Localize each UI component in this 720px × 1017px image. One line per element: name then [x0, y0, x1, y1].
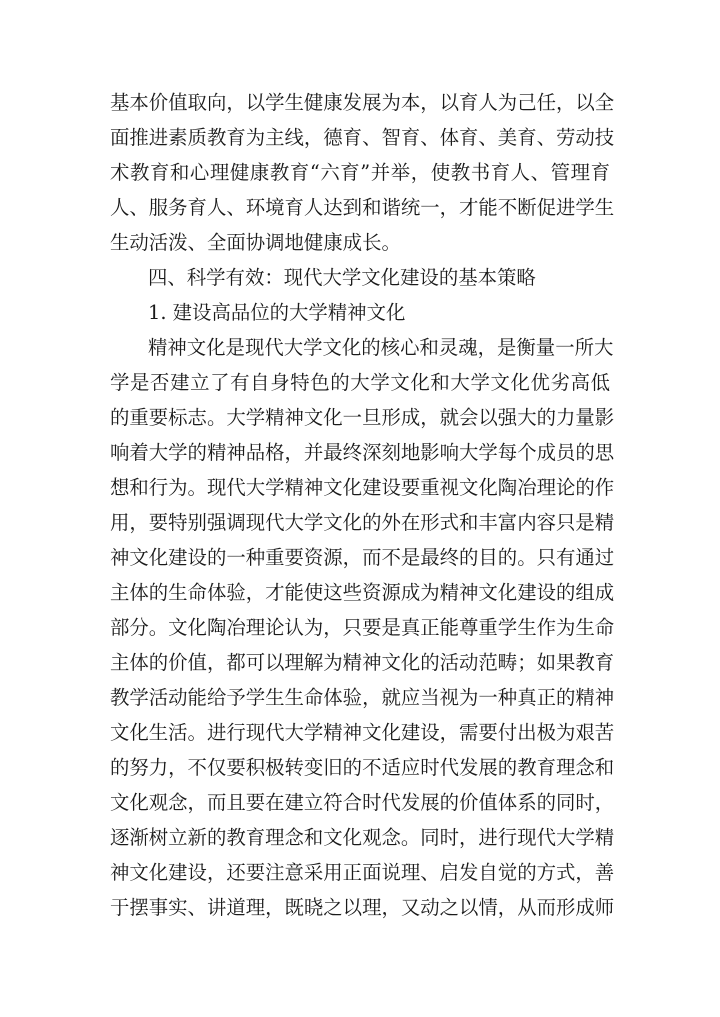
text-line: 文化观念，而且要在建立符合时代发展的价值体系的同时， [110, 791, 615, 814]
text-line: 主体的价值，都可以理解为精神文化的活动范畴；如果教育 [110, 651, 615, 674]
text-line: 术教育和心理健康教育“六育”并举，使教书育人、管理育 [110, 161, 610, 184]
text-line: 逐渐树立新的教育理念和文化观念。同时，进行现代大学精 [110, 826, 615, 849]
text-line: 教学活动能给予学生生命体验，就应当视为一种真正的精神 [110, 686, 615, 709]
text-line: 部分。文化陶冶理论认为，只要是真正能尊重学生作为生命 [110, 616, 615, 639]
text-line: 神文化建设的一种重要资源，而不是最终的目的。只有通过 [110, 546, 615, 569]
text-line: 生动活泼、全面协调地健康成长。 [110, 231, 401, 254]
text-line: 学是否建立了有自身特色的大学文化和大学文化优劣高低 [110, 371, 610, 394]
subsection-heading: 1. 建设高品位的大学精神文化 [148, 301, 406, 324]
text-line: 的努力，不仅要积极转变旧的不适应时代发展的教育理念和 [110, 756, 615, 779]
text-line: 基本价值取向，以学生健康发展为本，以育人为己任，以全 [110, 91, 615, 114]
text-line: 响着大学的精神品格，并最终深刻地影响大学每个成员的思 [110, 441, 615, 464]
text-line: 面推进素质教育为主线，德育、智育、体育、美育、劳动技 [110, 126, 615, 149]
text-line: 用，要特别强调现代大学文化的外在形式和丰富内容只是精 [110, 511, 615, 534]
text-line: 文化生活。进行现代大学精神文化建设，需要付出极为艰苦 [110, 721, 615, 744]
text-line: 想和行为。现代大学精神文化建设要重视文化陶冶理论的作 [110, 476, 615, 499]
text-line: 人、服务育人、环境育人达到和谐统一，才能不断促进学生 [110, 196, 615, 219]
text-line: 神文化建设，还要注意采用正面说理、启发自觉的方式，善 [110, 861, 615, 884]
text-line: 精神文化是现代大学文化的核心和灵魂，是衡量一所大 [148, 336, 614, 359]
text-line: 主体的生命体验，才能使这些资源成为精神文化建设的组成 [110, 581, 615, 604]
text-line: 于摆事实、讲道理，既晓之以理，又动之以情，从而形成师 [110, 896, 615, 919]
text-line: 的重要标志。大学精神文化一旦形成，就会以强大的力量影 [110, 406, 615, 429]
section-heading: 四、科学有效：现代大学文化建设的基本策略 [148, 266, 536, 289]
